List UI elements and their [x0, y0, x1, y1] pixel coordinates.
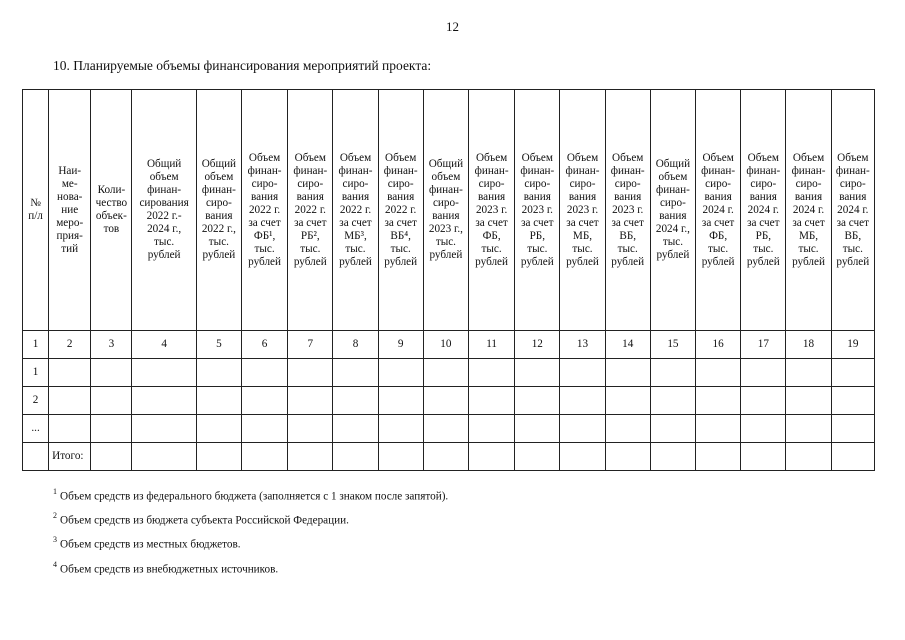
- footnote-mark: 1: [53, 487, 57, 496]
- column-number-cell: 9: [378, 331, 423, 359]
- table-cell: [560, 359, 605, 387]
- header-cell: Общий объем финан- сирования 2022 г.- 2024 г., тыс. рублей: [132, 90, 196, 331]
- table-cell: [831, 359, 874, 387]
- table-cell: [831, 415, 874, 443]
- table-cell: [288, 415, 333, 443]
- table-cell: [91, 415, 132, 443]
- column-number-cell: 1: [23, 331, 49, 359]
- table-cell: [196, 387, 241, 415]
- header-cell: Объем финан- сиро- вания 2024 г. за счет ФБ, тыс. рублей: [696, 90, 741, 331]
- table-cell: [786, 415, 831, 443]
- table-cell: [650, 387, 695, 415]
- table-cell: [560, 387, 605, 415]
- footnote-mark: 4: [53, 559, 57, 569]
- footnote: [53, 531, 448, 555]
- header-cell: Коли- чество объек- тов: [91, 90, 132, 331]
- total-cell: [650, 443, 695, 471]
- table-cell: [288, 387, 333, 415]
- table-cell: [515, 415, 560, 443]
- table-cell: [741, 387, 786, 415]
- table-cell: [469, 359, 515, 387]
- table-cell: [241, 387, 287, 415]
- total-cell: [469, 443, 515, 471]
- column-number-cell: 5: [196, 331, 241, 359]
- column-number-cell: 15: [650, 331, 695, 359]
- header-cell: Объем финан- сиро- вания 2022 г. за счет РБ², тыс. рублей: [288, 90, 333, 331]
- total-row: [23, 443, 875, 471]
- total-cell: [196, 443, 241, 471]
- footnote-mark: 2: [53, 511, 57, 521]
- table-cell: [696, 359, 741, 387]
- financing-table: [22, 89, 875, 471]
- table-cell: [469, 415, 515, 443]
- header-cell: Наи- ме- нова- ние меро- прия- тий: [49, 90, 91, 331]
- footnote: [53, 556, 448, 580]
- table-row: [23, 415, 875, 443]
- table-cell: [786, 359, 831, 387]
- table-cell: [49, 415, 91, 443]
- table-cell: [49, 359, 91, 387]
- table-cell: [515, 387, 560, 415]
- column-number-cell: 17: [741, 331, 786, 359]
- column-number-cell: 4: [132, 331, 196, 359]
- column-number-cell: 11: [469, 331, 515, 359]
- total-cell: [696, 443, 741, 471]
- footnote: [53, 507, 448, 531]
- footnote-text: Объем средств из местных бюджетов.: [60, 539, 241, 552]
- table-cell: [423, 387, 468, 415]
- table-cell: [378, 415, 423, 443]
- header-cell: Общий объем финан- сиро- вания 2022 г., тыс. рублей: [196, 90, 241, 331]
- column-number-cell: 6: [241, 331, 287, 359]
- total-cell: [333, 443, 378, 471]
- table-cell: [378, 387, 423, 415]
- column-number-cell: 18: [786, 331, 831, 359]
- header-cell: № п/л: [23, 90, 49, 331]
- table-cell: [831, 387, 874, 415]
- table-cell: [333, 387, 378, 415]
- table-cell: 1: [23, 359, 49, 387]
- column-number-row: [23, 331, 875, 359]
- table-cell: [132, 387, 196, 415]
- header-cell: Общий объем финан- сиро- вания 2024 г., тыс. рублей: [650, 90, 695, 331]
- table-cell: [378, 359, 423, 387]
- table-cell: [605, 387, 650, 415]
- table-row: [23, 387, 875, 415]
- header-cell: Объем финан- сиро- вания 2023 г. за счет РБ, тыс. рублей: [515, 90, 560, 331]
- header-cell: Объем финан- сиро- вания 2024 г. за счет ВБ, тыс. рублей: [831, 90, 874, 331]
- column-number-cell: 7: [288, 331, 333, 359]
- total-cell: [132, 443, 196, 471]
- column-number-cell: 2: [49, 331, 91, 359]
- total-cell: [378, 443, 423, 471]
- header-cell: Объем финан- сиро- вания 2023 г. за счет ФБ, тыс. рублей: [469, 90, 515, 331]
- table-cell: [741, 415, 786, 443]
- table-cell: [288, 359, 333, 387]
- table-cell: [241, 359, 287, 387]
- table-cell: [423, 359, 468, 387]
- table-cell: [605, 415, 650, 443]
- header-cell: Объем финан- сиро- вания 2023 г. за счет ВБ, тыс. рублей: [605, 90, 650, 331]
- total-cell: [423, 443, 468, 471]
- table-cell: [696, 387, 741, 415]
- column-number-cell: 10: [423, 331, 468, 359]
- table-cell: [696, 415, 741, 443]
- table-cell: [91, 359, 132, 387]
- column-number-cell: 8: [333, 331, 378, 359]
- total-cell: [560, 443, 605, 471]
- total-cell: [91, 443, 132, 471]
- total-cell: [605, 443, 650, 471]
- table-cell: [786, 387, 831, 415]
- column-number-cell: 14: [605, 331, 650, 359]
- column-number-cell: 19: [831, 331, 874, 359]
- table-cell: [241, 415, 287, 443]
- total-cell: [241, 443, 287, 471]
- table-cell: [132, 359, 196, 387]
- footnote: [53, 483, 448, 507]
- column-number-cell: 12: [515, 331, 560, 359]
- total-cell: [515, 443, 560, 471]
- table-cell: [196, 359, 241, 387]
- footnote-text: Объем средств из бюджета субъекта Российской Федерации.: [60, 514, 349, 527]
- table-cell: [469, 387, 515, 415]
- footnote-mark: 3: [53, 535, 57, 545]
- table-cell: 2: [23, 387, 49, 415]
- header-cell: Общий объем финан- сиро- вания 2023 г., тыс. рублей: [423, 90, 468, 331]
- total-cell: [741, 443, 786, 471]
- footnote-text: Объем средств из федерального бюджета (заполняется с 1 знаком после запятой).: [60, 490, 449, 503]
- table-cell: ...: [23, 415, 49, 443]
- table-cell: [333, 415, 378, 443]
- header-cell: Объем финан- сиро- вания 2022 г. за счет ВБ⁴, тыс. рублей: [378, 90, 423, 331]
- header-cell: Объем финан- сиро- вания 2023 г. за счет МБ, тыс. рублей: [560, 90, 605, 331]
- header-cell: Объем финан- сиро- вания 2022 г. за счет МБ³, тыс. рублей: [333, 90, 378, 331]
- table-cell: [605, 359, 650, 387]
- table-cell: [741, 359, 786, 387]
- total-cell: [23, 443, 49, 471]
- total-cell: Итого:: [49, 443, 91, 471]
- column-number-cell: 13: [560, 331, 605, 359]
- section-heading: 10. Планируемые объемы финансирования мероприятий проекта:: [53, 58, 432, 73]
- table-cell: [650, 359, 695, 387]
- total-cell: [288, 443, 333, 471]
- table-cell: [560, 415, 605, 443]
- total-cell: [831, 443, 874, 471]
- table-cell: [515, 359, 560, 387]
- table-row: [23, 359, 875, 387]
- column-number-cell: 16: [696, 331, 741, 359]
- total-cell: [786, 443, 831, 471]
- table-cell: [423, 415, 468, 443]
- column-number-cell: 3: [91, 331, 132, 359]
- table-cell: [132, 415, 196, 443]
- footnotes: [53, 483, 448, 580]
- header-cell: Объем финан- сиро- вания 2024 г. за счет РБ, тыс. рублей: [741, 90, 786, 331]
- header-cell: Объем финан- сиро- вания 2024 г. за счет МБ, тыс. рублей: [786, 90, 831, 331]
- table-cell: [91, 387, 132, 415]
- table-cell: [650, 415, 695, 443]
- table-cell: [49, 387, 91, 415]
- table-cell: [196, 415, 241, 443]
- footnote-text: Объем средств из внебюджетных источников.: [60, 563, 279, 576]
- header-cell: Объем финан- сиро- вания 2022 г. за счет ФБ¹, тыс. рублей: [241, 90, 287, 331]
- header-row: [23, 90, 875, 331]
- page-number: 12: [446, 19, 459, 34]
- table-cell: [333, 359, 378, 387]
